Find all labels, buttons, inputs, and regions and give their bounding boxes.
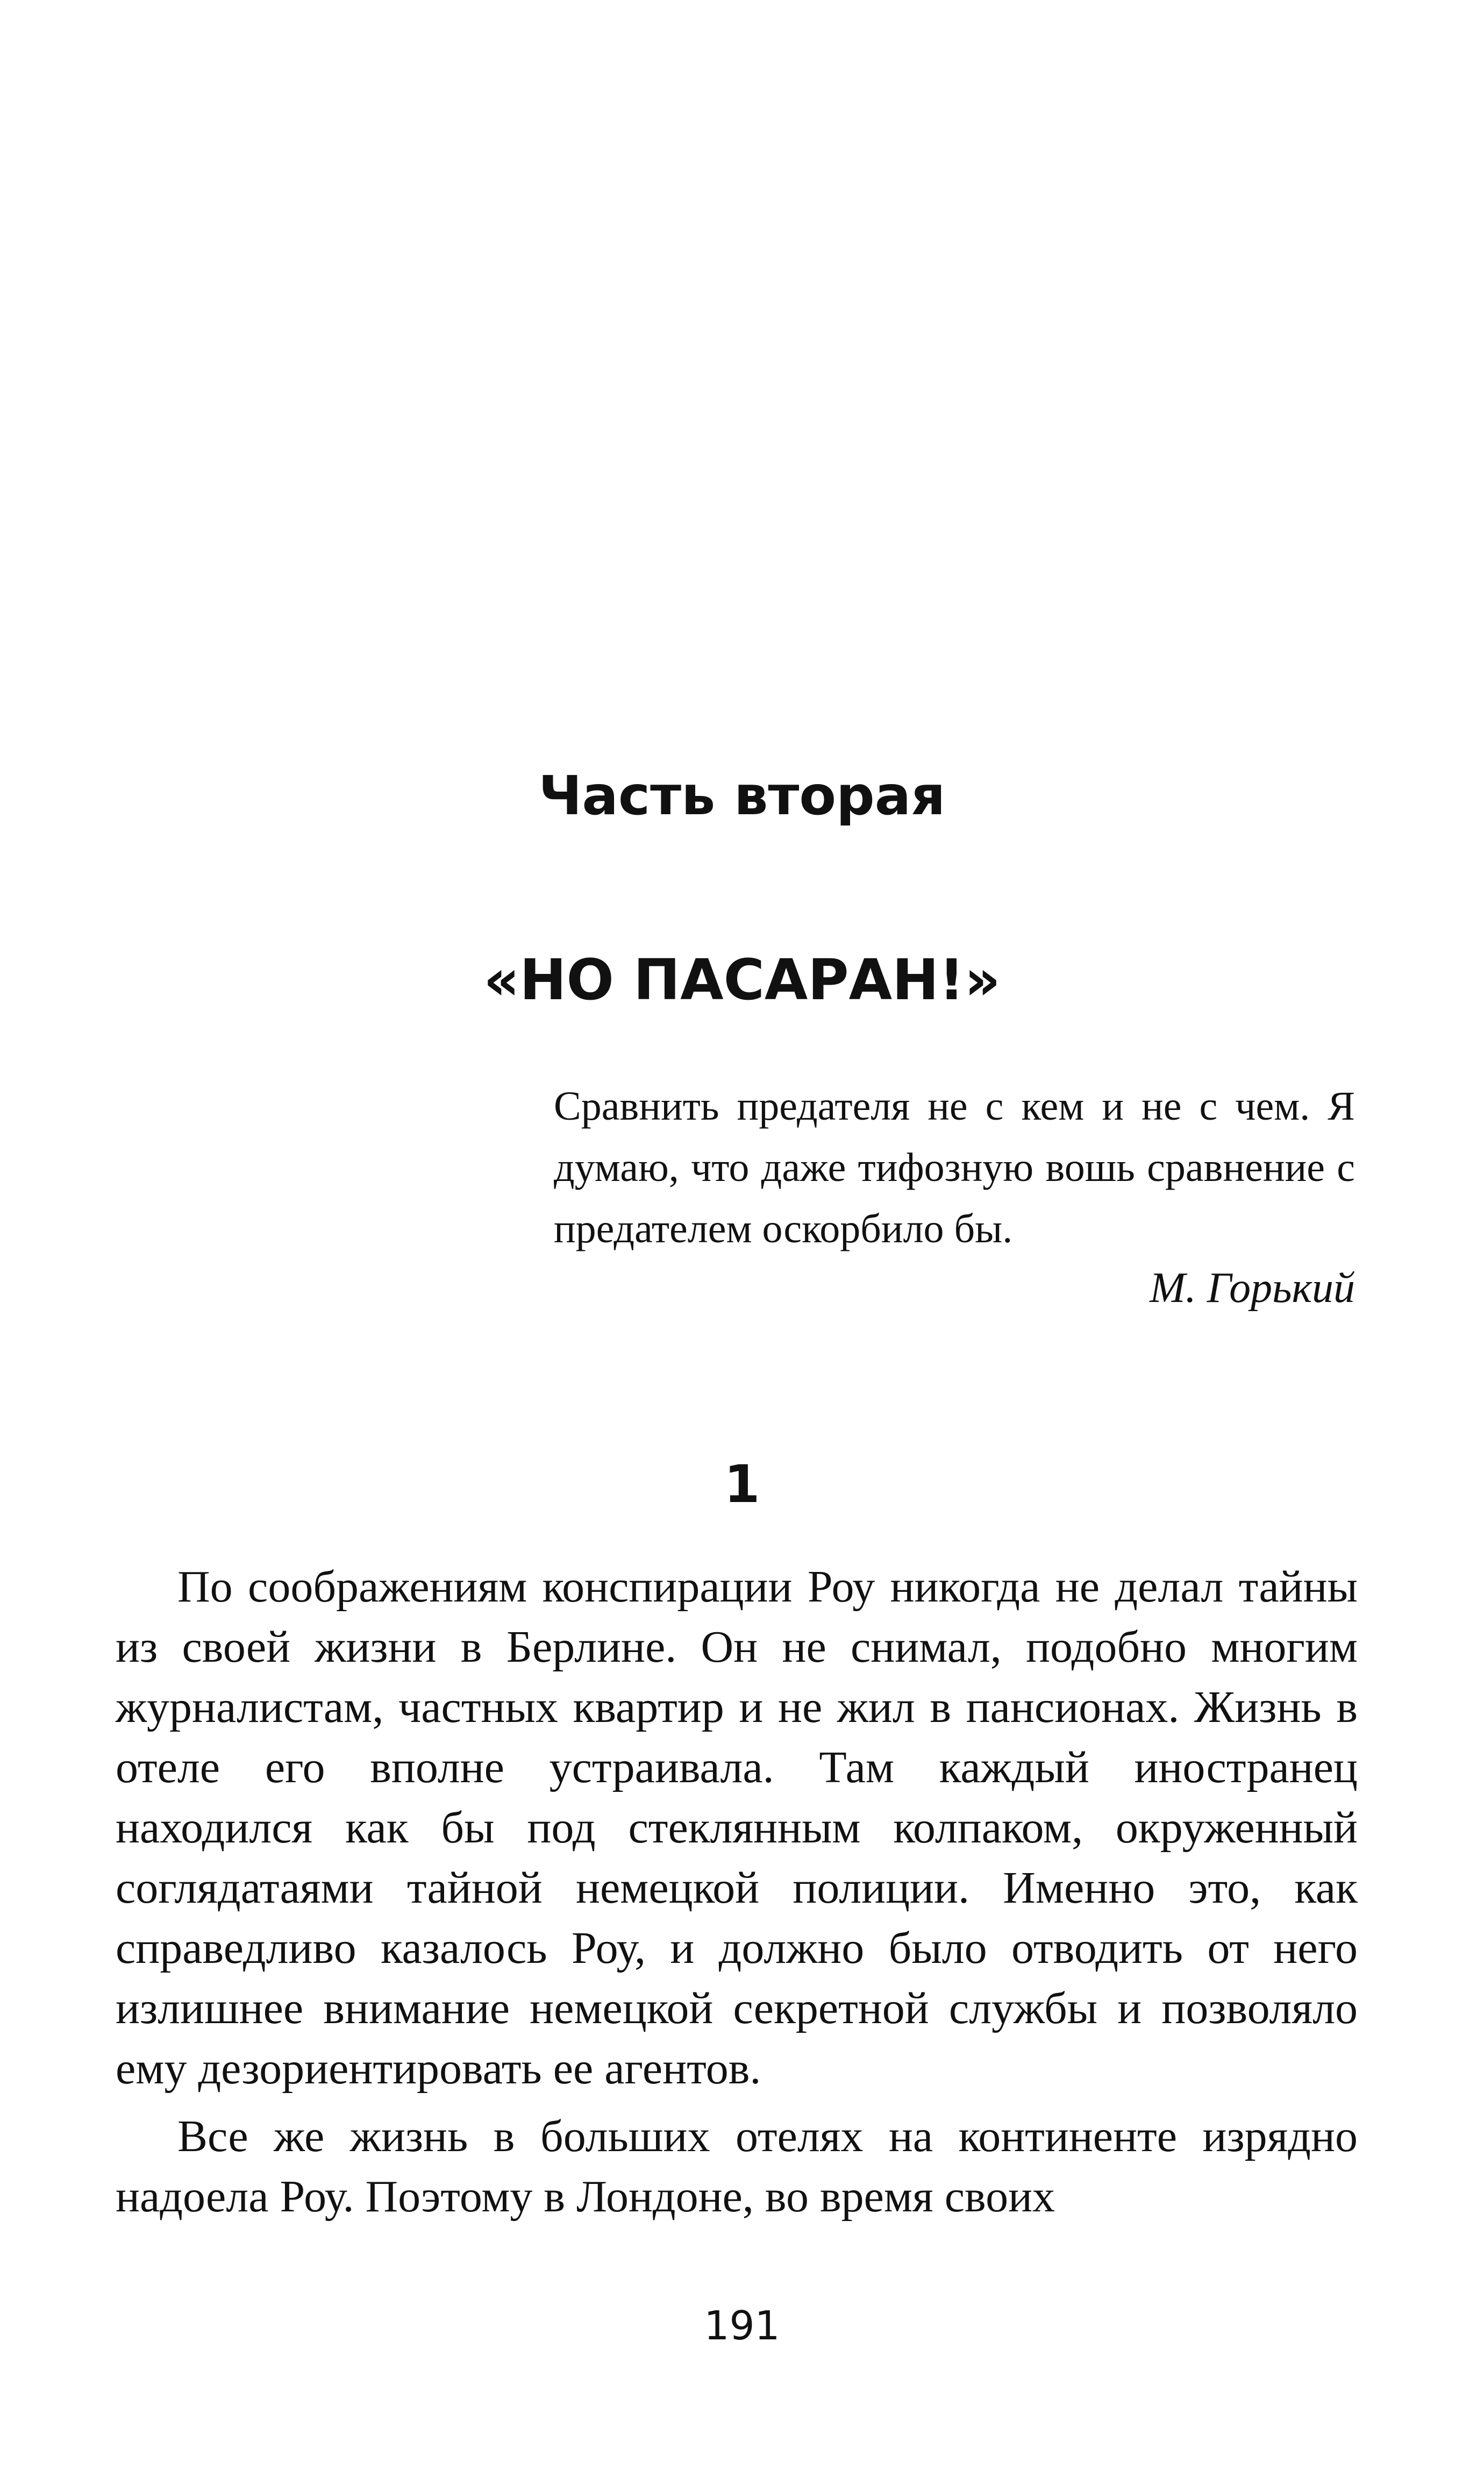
paragraph-2: Все же жизнь в больших отелях на континенте изрядно надоела Роу. Поэтому в Лондоне, во время своих	[116, 2111, 1358, 2222]
part-title: Часть вторая	[538, 764, 946, 827]
chapter-number: 1	[724, 1454, 760, 1514]
chapter-body	[116, 1557, 1358, 2234]
page-number: 191	[704, 2303, 780, 2349]
section-title: «НО ПАСАРАН!»	[483, 947, 1001, 1013]
paragraph-1: По соображениям конспирации Роу никогда не делал тайны из своей жизни в Берлине. Он не снимал, подобно многим журналистам, частных квартир и не жил в пансионах. Жизнь в отеле его вполне устраивала. Там каждый иностранец находился как бы под стеклянным колпаком, окруженный соглядатаями тайной немецкой полиции. Именно это, как справедливо казалось Роу, и должно было отводить от него излишнее внимание немецкой секретной службы и позволяло ему дезориентировать ее агентов.	[116, 1562, 1358, 2094]
epigraph-author: М. Горький	[1150, 1264, 1355, 1312]
epigraph-text: Сравнить предателя не с кем и не с чем. Я думаю, что даже тифозную вошь сравнение с предателем оскорбило бы.	[554, 1084, 1355, 1251]
